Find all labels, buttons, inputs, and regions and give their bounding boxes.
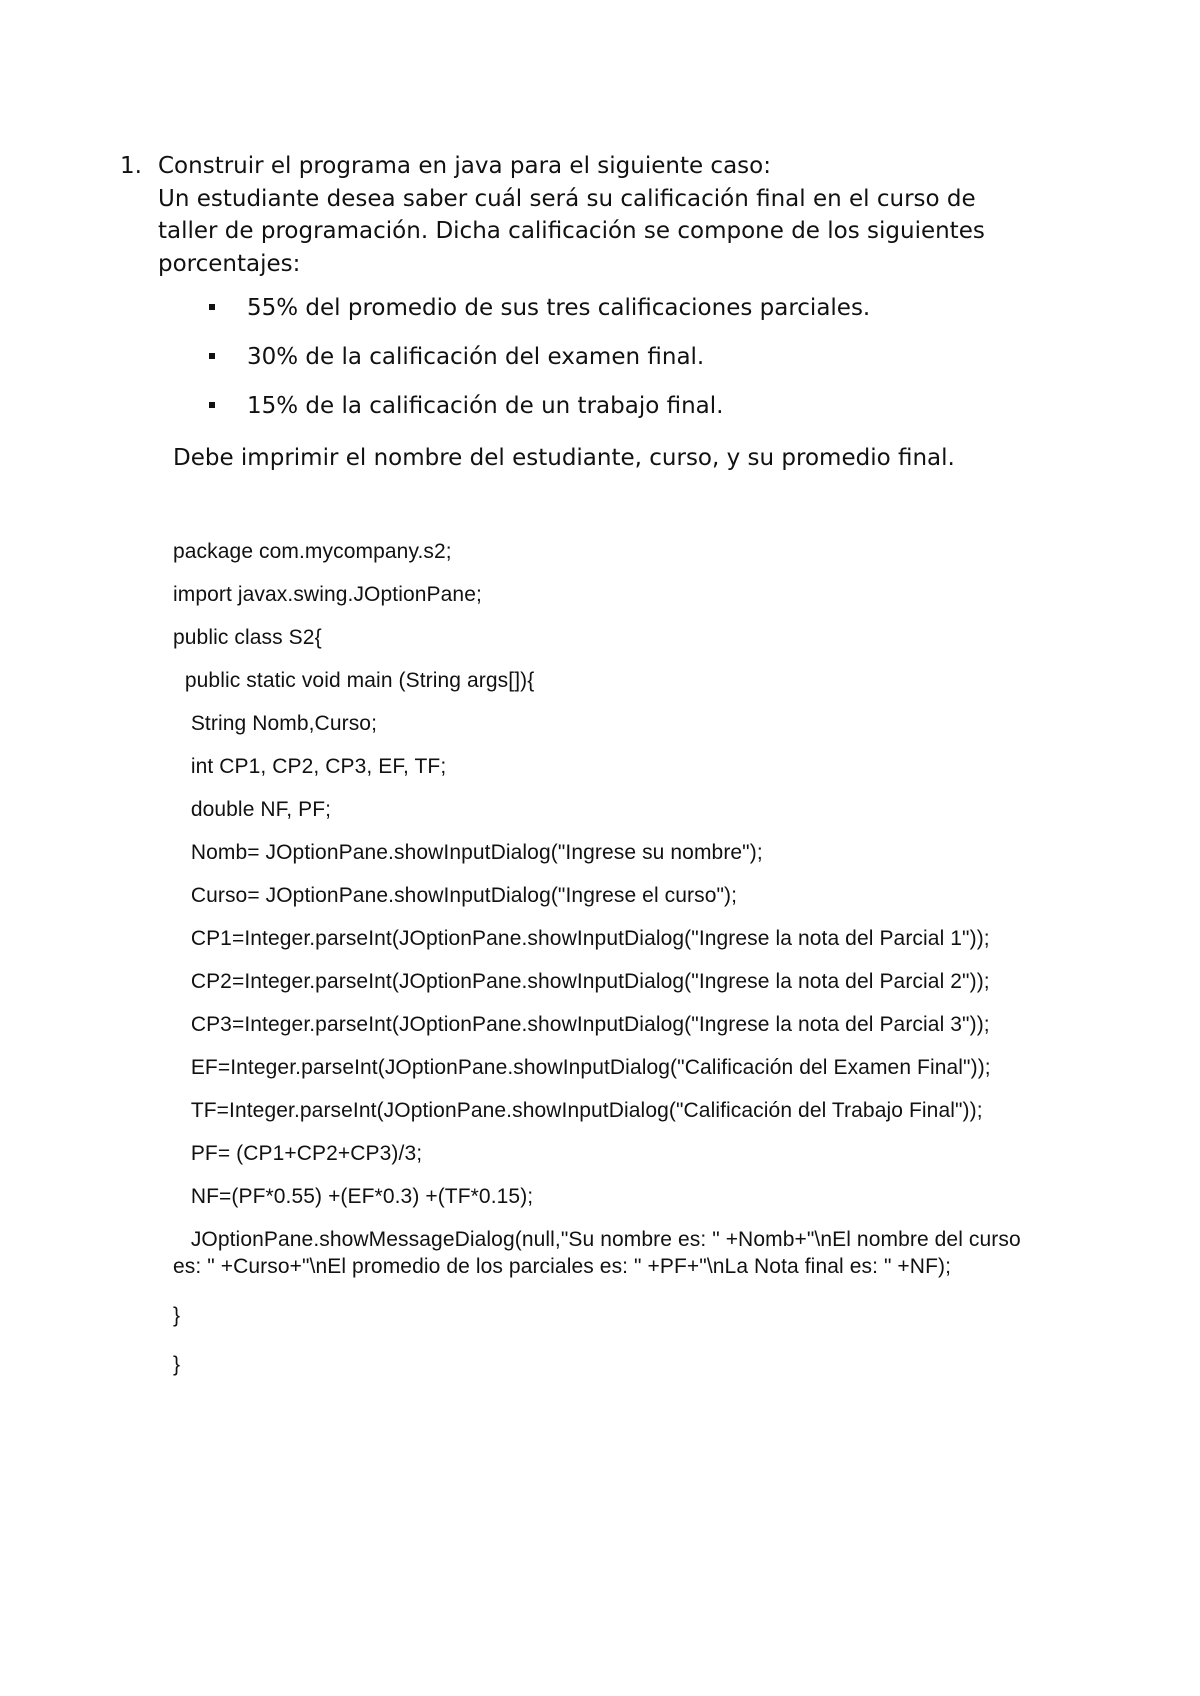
code-line: public static void main (String args[]){ — [173, 669, 535, 692]
code-line: double NF, PF; — [173, 798, 332, 821]
question-line: Un estudiante desea saber cuál será su calificación final en el curso de — [158, 185, 976, 212]
code-line: JOptionPane.showMessageDialog(null,"Su nombre es: " +Nomb+"\nEl nombre del curso es: " +Curso+"\nEl promedio de los parciales es: " +PF+"\nLa Nota final es: " +NF); — [173, 1228, 1027, 1278]
code-line: Curso= JOptionPane.showInputDialog("Ingrese el curso"); — [173, 884, 738, 907]
list-item-text: 15% de la calificación de un trabajo final. — [247, 393, 724, 419]
code-line: Nomb= JOptionPane.showInputDialog("Ingrese su nombre"); — [173, 841, 763, 864]
code-line: NF=(PF*0.55) +(EF*0.3) +(TF*0.15); — [173, 1185, 534, 1208]
list-item-text: 55% del promedio de sus tres calificaciones parciales. — [247, 295, 871, 321]
instruction-note: Debe imprimir el nombre del estudiante, curso, y su promedio final. — [173, 445, 955, 471]
code-line: CP2=Integer.parseInt(JOptionPane.showInputDialog("Ingrese la nota del Parcial 2")); — [173, 970, 990, 993]
list-item — [205, 341, 1005, 390]
square-bullet-icon — [209, 353, 215, 359]
code-line: TF=Integer.parseInt(JOptionPane.showInputDialog("Calificación del Trabajo Final")); — [173, 1099, 983, 1122]
question-text — [158, 150, 1058, 280]
code-line: int CP1, CP2, CP3, EF, TF; — [173, 755, 447, 778]
code-listing — [173, 538, 1043, 1398]
percentage-list — [205, 292, 1005, 439]
question-line: Construir el programa en java para el siguiente caso: — [158, 153, 771, 179]
code-line: String Nomb,Curso; — [173, 712, 378, 735]
question-number: 1. — [120, 153, 142, 179]
code-line: package com.mycompany.s2; — [173, 540, 452, 563]
question-line: taller de programación. Dicha calificación se compone de los siguientes — [158, 218, 985, 244]
closing-brace: } — [173, 1304, 181, 1327]
question-line: porcentajes: — [158, 250, 301, 277]
closing-brace: } — [173, 1353, 181, 1376]
list-item — [205, 292, 1005, 341]
code-line: public class S2{ — [173, 626, 322, 649]
code-line: CP1=Integer.parseInt(JOptionPane.showInputDialog("Ingrese la nota del Parcial 1")); — [173, 927, 990, 950]
square-bullet-icon — [209, 402, 215, 408]
list-item — [205, 390, 1005, 439]
square-bullet-icon — [209, 304, 215, 310]
code-line: import javax.swing.JOptionPane; — [173, 583, 482, 606]
list-item-text: 30% de la calificación del examen final. — [247, 344, 705, 370]
code-line: PF= (CP1+CP2+CP3)/3; — [173, 1142, 423, 1165]
code-line: CP3=Integer.parseInt(JOptionPane.showInputDialog("Ingrese la nota del Parcial 3")); — [173, 1013, 990, 1036]
code-line: EF=Integer.parseInt(JOptionPane.showInputDialog("Calificación del Examen Final")); — [173, 1056, 991, 1079]
